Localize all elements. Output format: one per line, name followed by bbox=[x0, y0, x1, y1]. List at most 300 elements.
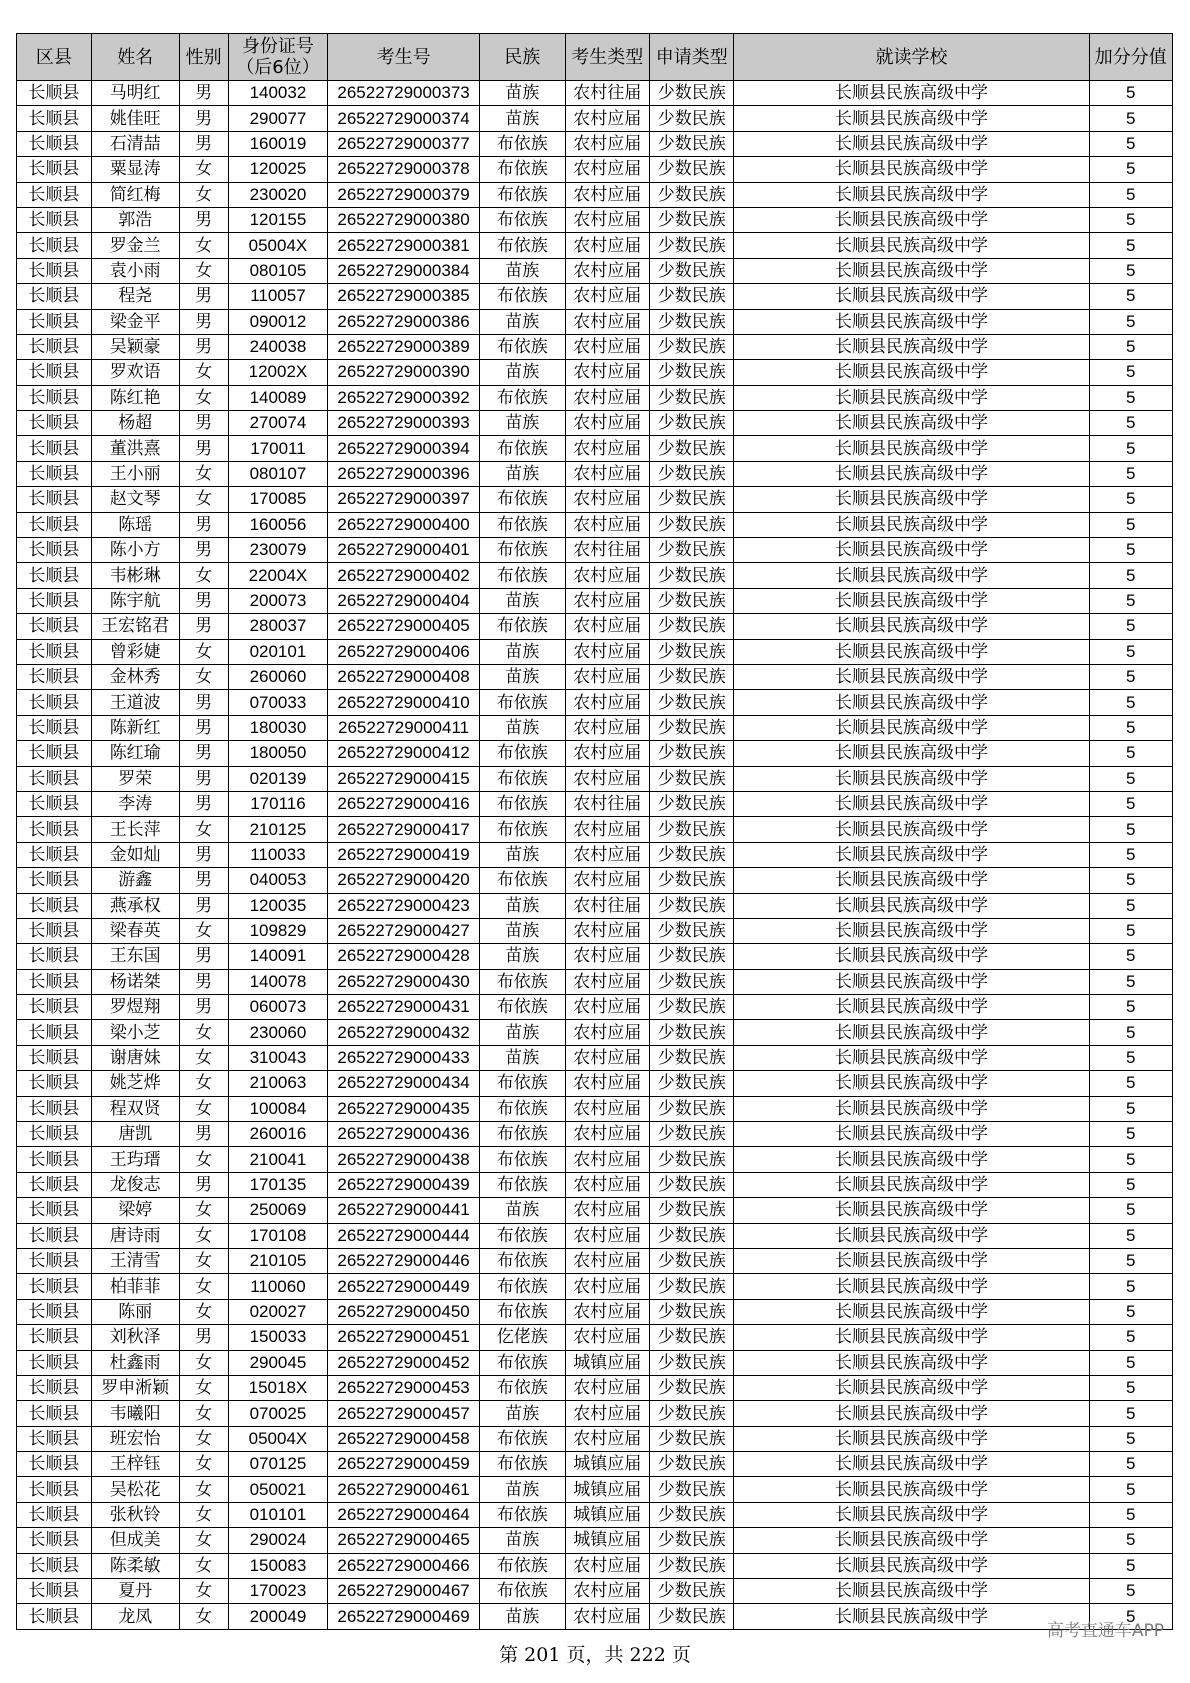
cell-id-last6: 200073 bbox=[228, 588, 327, 613]
table-row bbox=[17, 258, 1173, 283]
cell-ethnicity: 布依族 bbox=[480, 868, 566, 893]
header-gender: 性别 bbox=[179, 34, 228, 81]
cell-ethnicity: 布依族 bbox=[480, 1223, 566, 1248]
cell-candidate-type: 农村应届 bbox=[565, 487, 649, 512]
cell-exam-number: 26522729000441 bbox=[328, 1198, 480, 1223]
cell-school: 长顺县民族高级中学 bbox=[734, 1553, 1089, 1578]
cell-ethnicity: 布依族 bbox=[480, 233, 566, 258]
cell-gender: 男 bbox=[179, 868, 228, 893]
cell-name: 唐凯 bbox=[91, 1122, 179, 1147]
cell-exam-number: 26522729000415 bbox=[328, 766, 480, 791]
cell-exam-number: 26522729000469 bbox=[328, 1604, 480, 1629]
cell-exam-number: 26522729000433 bbox=[328, 1045, 480, 1070]
table-row bbox=[17, 1325, 1173, 1350]
cell-id-last6: 260060 bbox=[228, 664, 327, 689]
cell-ethnicity: 布依族 bbox=[480, 1071, 566, 1096]
cell-candidate-type: 城镇应届 bbox=[565, 1452, 649, 1477]
cell-ethnicity: 苗族 bbox=[480, 258, 566, 283]
cell-exam-number: 26522729000396 bbox=[328, 461, 480, 486]
cell-bonus-points: 5 bbox=[1089, 1299, 1172, 1324]
table-row bbox=[17, 1020, 1173, 1045]
cell-school: 长顺县民族高级中学 bbox=[734, 1375, 1089, 1400]
cell-name: 王宏铭君 bbox=[91, 614, 179, 639]
cell-name: 谢唐妹 bbox=[91, 1045, 179, 1070]
cell-name: 罗金兰 bbox=[91, 233, 179, 258]
cell-name: 刘秋泽 bbox=[91, 1325, 179, 1350]
header-id-last6: 身份证号 （后6位） bbox=[228, 34, 327, 81]
cell-school: 长顺县民族高级中学 bbox=[734, 868, 1089, 893]
cell-bonus-points: 5 bbox=[1089, 1223, 1172, 1248]
cell-gender: 男 bbox=[179, 81, 228, 106]
cell-district: 长顺县 bbox=[17, 1502, 92, 1527]
cell-ethnicity: 布依族 bbox=[480, 1147, 566, 1172]
cell-name: 杨诺桀 bbox=[91, 969, 179, 994]
cell-school: 长顺县民族高级中学 bbox=[734, 1045, 1089, 1070]
cell-application-type: 少数民族 bbox=[650, 588, 734, 613]
cell-ethnicity: 苗族 bbox=[480, 918, 566, 943]
cell-district: 长顺县 bbox=[17, 512, 92, 537]
cell-school: 长顺县民族高级中学 bbox=[734, 588, 1089, 613]
table-row bbox=[17, 81, 1173, 106]
cell-name: 姚芝烨 bbox=[91, 1071, 179, 1096]
cell-bonus-points: 5 bbox=[1089, 1045, 1172, 1070]
cell-bonus-points: 5 bbox=[1089, 1096, 1172, 1121]
cell-ethnicity: 布依族 bbox=[480, 690, 566, 715]
cell-ethnicity: 布依族 bbox=[480, 969, 566, 994]
cell-district: 长顺县 bbox=[17, 81, 92, 106]
table-row bbox=[17, 690, 1173, 715]
cell-exam-number: 26522729000457 bbox=[328, 1401, 480, 1426]
cell-school: 长顺县民族高级中学 bbox=[734, 1477, 1089, 1502]
table-row bbox=[17, 131, 1173, 156]
cell-exam-number: 26522729000400 bbox=[328, 512, 480, 537]
cell-id-last6: 170108 bbox=[228, 1223, 327, 1248]
cell-district: 长顺县 bbox=[17, 639, 92, 664]
cell-ethnicity: 布依族 bbox=[480, 791, 566, 816]
cell-candidate-type: 农村往届 bbox=[565, 81, 649, 106]
cell-bonus-points: 5 bbox=[1089, 766, 1172, 791]
cell-district: 长顺县 bbox=[17, 131, 92, 156]
cell-ethnicity: 苗族 bbox=[480, 944, 566, 969]
cell-gender: 男 bbox=[179, 512, 228, 537]
cell-id-last6: 110060 bbox=[228, 1274, 327, 1299]
cell-candidate-type: 农村应届 bbox=[565, 1375, 649, 1400]
cell-school: 长顺县民族高级中学 bbox=[734, 1172, 1089, 1197]
cell-district: 长顺县 bbox=[17, 1248, 92, 1273]
cell-id-last6: 210105 bbox=[228, 1248, 327, 1273]
table-row bbox=[17, 995, 1173, 1020]
cell-id-last6: 140032 bbox=[228, 81, 327, 106]
cell-school: 长顺县民族高级中学 bbox=[734, 258, 1089, 283]
cell-bonus-points: 5 bbox=[1089, 715, 1172, 740]
cell-candidate-type: 农村应届 bbox=[565, 385, 649, 410]
cell-name: 金林秀 bbox=[91, 664, 179, 689]
cell-school: 长顺县民族高级中学 bbox=[734, 207, 1089, 232]
cell-application-type: 少数民族 bbox=[650, 1528, 734, 1553]
cell-ethnicity: 苗族 bbox=[480, 1198, 566, 1223]
cell-candidate-type: 农村应届 bbox=[565, 1020, 649, 1045]
table-row bbox=[17, 664, 1173, 689]
cell-id-last6: 050021 bbox=[228, 1477, 327, 1502]
cell-district: 长顺县 bbox=[17, 741, 92, 766]
cell-gender: 女 bbox=[179, 1045, 228, 1070]
cell-exam-number: 26522729000419 bbox=[328, 842, 480, 867]
cell-district: 长顺县 bbox=[17, 791, 92, 816]
cell-name: 但成美 bbox=[91, 1528, 179, 1553]
cell-name: 陈新红 bbox=[91, 715, 179, 740]
cell-district: 长顺县 bbox=[17, 436, 92, 461]
cell-candidate-type: 农村应届 bbox=[565, 995, 649, 1020]
cell-ethnicity: 布依族 bbox=[480, 487, 566, 512]
cell-exam-number: 26522729000410 bbox=[328, 690, 480, 715]
cell-name: 吴颖豪 bbox=[91, 334, 179, 359]
cell-candidate-type: 农村应届 bbox=[565, 157, 649, 182]
cell-ethnicity: 布依族 bbox=[480, 1122, 566, 1147]
cell-id-last6: 020101 bbox=[228, 639, 327, 664]
cell-school: 长顺县民族高级中学 bbox=[734, 791, 1089, 816]
cell-id-last6: 170135 bbox=[228, 1172, 327, 1197]
cell-gender: 男 bbox=[179, 969, 228, 994]
cell-school: 长顺县民族高级中学 bbox=[734, 1528, 1089, 1553]
cell-application-type: 少数民族 bbox=[650, 1452, 734, 1477]
cell-name: 韦曦阳 bbox=[91, 1401, 179, 1426]
cell-district: 长顺县 bbox=[17, 817, 92, 842]
cell-candidate-type: 农村应届 bbox=[565, 1248, 649, 1273]
cell-name: 王清雪 bbox=[91, 1248, 179, 1273]
cell-name: 杜鑫雨 bbox=[91, 1350, 179, 1375]
cell-school: 长顺县民族高级中学 bbox=[734, 664, 1089, 689]
cell-id-last6: 140091 bbox=[228, 944, 327, 969]
cell-school: 长顺县民族高级中学 bbox=[734, 893, 1089, 918]
cell-id-last6: 120025 bbox=[228, 157, 327, 182]
cell-exam-number: 26522729000451 bbox=[328, 1325, 480, 1350]
cell-ethnicity: 苗族 bbox=[480, 309, 566, 334]
cell-gender: 男 bbox=[179, 1325, 228, 1350]
cell-id-last6: 100084 bbox=[228, 1096, 327, 1121]
table-row bbox=[17, 1172, 1173, 1197]
cell-candidate-type: 农村应届 bbox=[565, 334, 649, 359]
cell-application-type: 少数民族 bbox=[650, 690, 734, 715]
table-row bbox=[17, 1401, 1173, 1426]
cell-id-last6: 05004X bbox=[228, 233, 327, 258]
cell-name: 龙凤 bbox=[91, 1604, 179, 1629]
cell-exam-number: 26522729000406 bbox=[328, 639, 480, 664]
cell-candidate-type: 农村往届 bbox=[565, 893, 649, 918]
cell-bonus-points: 5 bbox=[1089, 1553, 1172, 1578]
cell-name: 游鑫 bbox=[91, 868, 179, 893]
cell-name: 梁金平 bbox=[91, 309, 179, 334]
cell-exam-number: 26522729000450 bbox=[328, 1299, 480, 1324]
cell-candidate-type: 城镇应届 bbox=[565, 1477, 649, 1502]
cell-ethnicity: 布依族 bbox=[480, 1375, 566, 1400]
cell-ethnicity: 布依族 bbox=[480, 766, 566, 791]
table-row bbox=[17, 868, 1173, 893]
cell-application-type: 少数民族 bbox=[650, 1122, 734, 1147]
cell-district: 长顺县 bbox=[17, 182, 92, 207]
cell-bonus-points: 5 bbox=[1089, 1198, 1172, 1223]
cell-id-last6: 020027 bbox=[228, 1299, 327, 1324]
cell-application-type: 少数民族 bbox=[650, 1477, 734, 1502]
cell-school: 长顺县民族高级中学 bbox=[734, 1071, 1089, 1096]
cell-id-last6: 290077 bbox=[228, 106, 327, 131]
cell-bonus-points: 5 bbox=[1089, 1502, 1172, 1527]
cell-id-last6: 070025 bbox=[228, 1401, 327, 1426]
cell-school: 长顺县民族高级中学 bbox=[734, 1299, 1089, 1324]
cell-id-last6: 210125 bbox=[228, 817, 327, 842]
cell-candidate-type: 农村应届 bbox=[565, 715, 649, 740]
cell-gender: 男 bbox=[179, 1172, 228, 1197]
cell-exam-number: 26522729000374 bbox=[328, 106, 480, 131]
cell-district: 长顺县 bbox=[17, 1096, 92, 1121]
table-row bbox=[17, 487, 1173, 512]
cell-id-last6: 080105 bbox=[228, 258, 327, 283]
cell-application-type: 少数民族 bbox=[650, 182, 734, 207]
cell-gender: 女 bbox=[179, 1223, 228, 1248]
cell-gender: 女 bbox=[179, 664, 228, 689]
cell-exam-number: 26522729000381 bbox=[328, 233, 480, 258]
cell-school: 长顺县民族高级中学 bbox=[734, 157, 1089, 182]
cell-ethnicity: 布依族 bbox=[480, 1426, 566, 1451]
cell-id-last6: 160056 bbox=[228, 512, 327, 537]
cell-gender: 女 bbox=[179, 1248, 228, 1273]
table-row bbox=[17, 944, 1173, 969]
cell-district: 长顺县 bbox=[17, 1579, 92, 1604]
table-row bbox=[17, 1553, 1173, 1578]
cell-id-last6: 150033 bbox=[228, 1325, 327, 1350]
cell-gender: 男 bbox=[179, 207, 228, 232]
cell-gender: 男 bbox=[179, 690, 228, 715]
cell-district: 长顺县 bbox=[17, 918, 92, 943]
table-row bbox=[17, 791, 1173, 816]
cell-id-last6: 080107 bbox=[228, 461, 327, 486]
cell-gender: 男 bbox=[179, 893, 228, 918]
cell-exam-number: 26522729000436 bbox=[328, 1122, 480, 1147]
cell-application-type: 少数民族 bbox=[650, 1172, 734, 1197]
cell-gender: 女 bbox=[179, 258, 228, 283]
cell-bonus-points: 5 bbox=[1089, 1248, 1172, 1273]
table-row bbox=[17, 1223, 1173, 1248]
cell-school: 长顺县民族高级中学 bbox=[734, 1248, 1089, 1273]
cell-gender: 女 bbox=[179, 1375, 228, 1400]
cell-name: 金如灿 bbox=[91, 842, 179, 867]
cell-gender: 女 bbox=[179, 360, 228, 385]
cell-exam-number: 26522729000466 bbox=[328, 1553, 480, 1578]
cell-name: 王东国 bbox=[91, 944, 179, 969]
cell-bonus-points: 5 bbox=[1089, 1122, 1172, 1147]
cell-bonus-points: 5 bbox=[1089, 334, 1172, 359]
cell-gender: 男 bbox=[179, 741, 228, 766]
cell-ethnicity: 布依族 bbox=[480, 1274, 566, 1299]
cell-bonus-points: 5 bbox=[1089, 1325, 1172, 1350]
cell-district: 长顺县 bbox=[17, 995, 92, 1020]
cell-bonus-points: 5 bbox=[1089, 893, 1172, 918]
cell-gender: 男 bbox=[179, 106, 228, 131]
cell-application-type: 少数民族 bbox=[650, 81, 734, 106]
cell-ethnicity: 布依族 bbox=[480, 157, 566, 182]
cell-bonus-points: 5 bbox=[1089, 741, 1172, 766]
cell-gender: 女 bbox=[179, 1477, 228, 1502]
cell-exam-number: 26522729000430 bbox=[328, 969, 480, 994]
cell-application-type: 少数民族 bbox=[650, 334, 734, 359]
cell-application-type: 少数民族 bbox=[650, 791, 734, 816]
cell-ethnicity: 布依族 bbox=[480, 1172, 566, 1197]
cell-name: 罗欢语 bbox=[91, 360, 179, 385]
cell-id-last6: 290045 bbox=[228, 1350, 327, 1375]
cell-gender: 女 bbox=[179, 1528, 228, 1553]
table-row bbox=[17, 1579, 1173, 1604]
cell-candidate-type: 农村应届 bbox=[565, 233, 649, 258]
cell-district: 长顺县 bbox=[17, 944, 92, 969]
cell-bonus-points: 5 bbox=[1089, 182, 1172, 207]
table-row bbox=[17, 1350, 1173, 1375]
cell-district: 长顺县 bbox=[17, 690, 92, 715]
cell-gender: 女 bbox=[179, 461, 228, 486]
table-row bbox=[17, 1248, 1173, 1273]
cell-candidate-type: 农村应届 bbox=[565, 664, 649, 689]
cell-id-last6: 22004X bbox=[228, 563, 327, 588]
cell-school: 长顺县民族高级中学 bbox=[734, 563, 1089, 588]
cell-ethnicity: 苗族 bbox=[480, 842, 566, 867]
cell-district: 长顺县 bbox=[17, 1299, 92, 1324]
cell-application-type: 少数民族 bbox=[650, 1045, 734, 1070]
cell-id-last6: 260016 bbox=[228, 1122, 327, 1147]
cell-id-last6: 010101 bbox=[228, 1502, 327, 1527]
cell-id-last6: 110057 bbox=[228, 284, 327, 309]
cell-application-type: 少数民族 bbox=[650, 258, 734, 283]
cell-exam-number: 26522729000392 bbox=[328, 385, 480, 410]
cell-id-last6: 05004X bbox=[228, 1426, 327, 1451]
cell-name: 罗荣 bbox=[91, 766, 179, 791]
cell-district: 长顺县 bbox=[17, 233, 92, 258]
cell-ethnicity: 苗族 bbox=[480, 81, 566, 106]
table-row bbox=[17, 538, 1173, 563]
cell-school: 长顺县民族高级中学 bbox=[734, 461, 1089, 486]
cell-name: 程尧 bbox=[91, 284, 179, 309]
cell-application-type: 少数民族 bbox=[650, 487, 734, 512]
cell-id-last6: 150083 bbox=[228, 1553, 327, 1578]
cell-gender: 女 bbox=[179, 1604, 228, 1629]
cell-district: 长顺县 bbox=[17, 1172, 92, 1197]
cell-exam-number: 26522729000402 bbox=[328, 563, 480, 588]
table-row bbox=[17, 1122, 1173, 1147]
cell-ethnicity: 苗族 bbox=[480, 639, 566, 664]
cell-bonus-points: 5 bbox=[1089, 1604, 1172, 1629]
cell-school: 长顺县民族高级中学 bbox=[734, 131, 1089, 156]
cell-id-last6: 230079 bbox=[228, 538, 327, 563]
table-row bbox=[17, 766, 1173, 791]
cell-district: 长顺县 bbox=[17, 766, 92, 791]
cell-name: 郭浩 bbox=[91, 207, 179, 232]
cell-school: 长顺县民族高级中学 bbox=[734, 360, 1089, 385]
cell-candidate-type: 农村应届 bbox=[565, 1096, 649, 1121]
cell-district: 长顺县 bbox=[17, 1045, 92, 1070]
table-row bbox=[17, 741, 1173, 766]
cell-gender: 男 bbox=[179, 131, 228, 156]
cell-district: 长顺县 bbox=[17, 842, 92, 867]
cell-school: 长顺县民族高级中学 bbox=[734, 487, 1089, 512]
cell-district: 长顺县 bbox=[17, 207, 92, 232]
cell-name: 陈柔敏 bbox=[91, 1553, 179, 1578]
table-row bbox=[17, 1198, 1173, 1223]
cell-district: 长顺县 bbox=[17, 157, 92, 182]
cell-ethnicity: 苗族 bbox=[480, 1020, 566, 1045]
cell-school: 长顺县民族高级中学 bbox=[734, 944, 1089, 969]
cell-bonus-points: 5 bbox=[1089, 461, 1172, 486]
cell-gender: 女 bbox=[179, 1452, 228, 1477]
cell-id-last6: 230060 bbox=[228, 1020, 327, 1045]
cell-bonus-points: 5 bbox=[1089, 1350, 1172, 1375]
cell-exam-number: 26522729000411 bbox=[328, 715, 480, 740]
cell-district: 长顺县 bbox=[17, 969, 92, 994]
cell-school: 长顺县民族高级中学 bbox=[734, 1426, 1089, 1451]
cell-name: 班宏怡 bbox=[91, 1426, 179, 1451]
cell-ethnicity: 苗族 bbox=[480, 893, 566, 918]
cell-ethnicity: 布依族 bbox=[480, 512, 566, 537]
table-row bbox=[17, 106, 1173, 131]
cell-bonus-points: 5 bbox=[1089, 969, 1172, 994]
cell-name: 粟显涛 bbox=[91, 157, 179, 182]
cell-gender: 女 bbox=[179, 182, 228, 207]
cell-bonus-points: 5 bbox=[1089, 995, 1172, 1020]
cell-gender: 女 bbox=[179, 1299, 228, 1324]
cell-id-last6: 140078 bbox=[228, 969, 327, 994]
table-row bbox=[17, 1477, 1173, 1502]
cell-district: 长顺县 bbox=[17, 334, 92, 359]
cell-gender: 男 bbox=[179, 944, 228, 969]
cell-candidate-type: 农村应届 bbox=[565, 766, 649, 791]
cell-gender: 女 bbox=[179, 563, 228, 588]
cell-district: 长顺县 bbox=[17, 1477, 92, 1502]
cell-bonus-points: 5 bbox=[1089, 944, 1172, 969]
cell-name: 赵文琴 bbox=[91, 487, 179, 512]
cell-application-type: 少数民族 bbox=[650, 1223, 734, 1248]
cell-id-last6: 070033 bbox=[228, 690, 327, 715]
cell-candidate-type: 农村应届 bbox=[565, 690, 649, 715]
cell-school: 长顺县民族高级中学 bbox=[734, 309, 1089, 334]
cell-candidate-type: 农村应届 bbox=[565, 588, 649, 613]
cell-bonus-points: 5 bbox=[1089, 284, 1172, 309]
cell-id-last6: 310043 bbox=[228, 1045, 327, 1070]
cell-id-last6: 170011 bbox=[228, 436, 327, 461]
cell-name: 陈红瑜 bbox=[91, 741, 179, 766]
cell-district: 长顺县 bbox=[17, 614, 92, 639]
cell-name: 程双贤 bbox=[91, 1096, 179, 1121]
cell-gender: 女 bbox=[179, 1502, 228, 1527]
cell-bonus-points: 5 bbox=[1089, 1579, 1172, 1604]
cell-gender: 女 bbox=[179, 918, 228, 943]
cell-ethnicity: 布依族 bbox=[480, 1502, 566, 1527]
cell-district: 长顺县 bbox=[17, 664, 92, 689]
cell-id-last6: 15018X bbox=[228, 1375, 327, 1400]
cell-name: 王道波 bbox=[91, 690, 179, 715]
cell-district: 长顺县 bbox=[17, 1426, 92, 1451]
table-row bbox=[17, 157, 1173, 182]
cell-exam-number: 26522729000435 bbox=[328, 1096, 480, 1121]
cell-id-last6: 170085 bbox=[228, 487, 327, 512]
cell-id-last6: 120035 bbox=[228, 893, 327, 918]
table-row bbox=[17, 436, 1173, 461]
cell-district: 长顺县 bbox=[17, 538, 92, 563]
cell-candidate-type: 农村应届 bbox=[565, 1604, 649, 1629]
header-exam-number: 考生号 bbox=[328, 34, 480, 81]
cell-candidate-type: 农村应届 bbox=[565, 1147, 649, 1172]
cell-district: 长顺县 bbox=[17, 1375, 92, 1400]
table-row bbox=[17, 563, 1173, 588]
cell-school: 长顺县民族高级中学 bbox=[734, 1122, 1089, 1147]
header-bonus-points: 加分分值 bbox=[1089, 34, 1172, 81]
cell-application-type: 少数民族 bbox=[650, 741, 734, 766]
cell-gender: 男 bbox=[179, 842, 228, 867]
